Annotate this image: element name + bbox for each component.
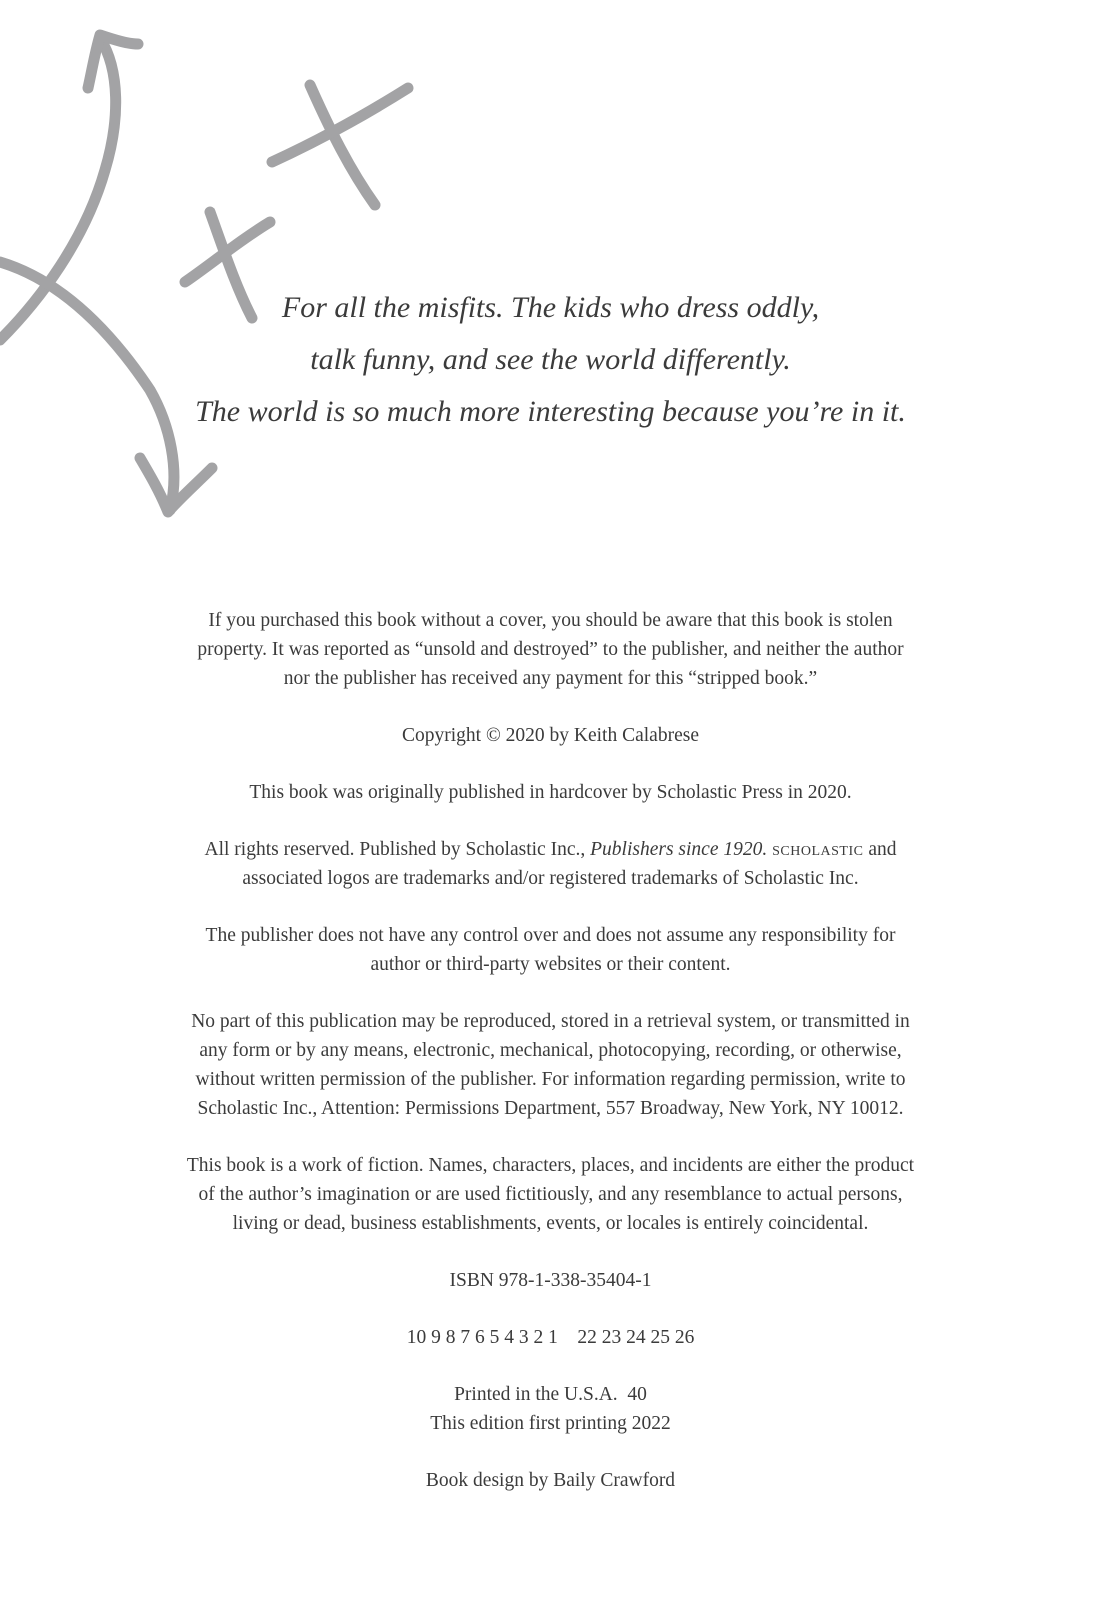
notice-line: author or third-party websites or their content. xyxy=(370,954,731,975)
notice-line: of the author’s imagination or are used fictitiously, and any resemblance to actual persons, xyxy=(198,1184,903,1205)
dedication xyxy=(160,282,941,438)
reproduction-notice xyxy=(100,1007,1001,1123)
copyright-line: Copyright © 2020 by Keith Calabrese xyxy=(402,725,699,746)
dedication-line: For all the misfits. The kids who dress oddly, xyxy=(281,291,820,324)
fiction-notice xyxy=(100,1151,1001,1238)
notice-line: nor the publisher has received any payment for this “stripped book.” xyxy=(283,668,818,689)
isbn: ISBN 978-1-338-35404-1 xyxy=(449,1270,652,1291)
rights-line-1 xyxy=(100,835,1001,864)
play-diagram-doodle xyxy=(0,0,1101,560)
publishers-since-text: Publishers since 1920. xyxy=(590,839,768,860)
printing-number-line: 10 9 8 7 6 5 4 3 2 1 22 23 24 25 26 xyxy=(406,1327,695,1348)
design-credit: Book design by Baily Crawford xyxy=(425,1470,676,1491)
websites-notice xyxy=(100,921,1001,979)
rights-line-2: associated logos are trademarks and/or registered trademarks of Scholastic Inc. xyxy=(242,868,859,889)
rights-text: and xyxy=(863,839,897,860)
rights-notice xyxy=(100,835,1001,893)
edition-line: This edition first printing 2022 xyxy=(430,1413,671,1434)
x-mark-large-stroke-1 xyxy=(310,85,375,205)
printed-in-line: Printed in the U.S.A. 40 xyxy=(454,1384,647,1405)
notice-line: The publisher does not have any control over and does not assume any responsibility for xyxy=(205,925,896,946)
notice-line: If you purchased this book without a cover, you should be aware that this book is stolen xyxy=(208,610,893,631)
notice-line: No part of this publication may be reproduced, stored in a retrieval system, or transmitted in xyxy=(191,1011,910,1032)
rights-text: All rights reserved. Published by Scholastic Inc., xyxy=(204,839,591,860)
dedication-line: The world is so much more interesting because you’re in it. xyxy=(195,395,906,428)
notice-line: This book is a work of fiction. Names, characters, places, and incidents are either the product xyxy=(186,1155,915,1176)
printing-info xyxy=(100,1380,1001,1438)
notice-line: property. It was reported as “unsold and destroyed” to the publisher, and neither the author xyxy=(197,639,904,660)
notice-line: living or dead, business establishments, events, or locales is entirely coincidental. xyxy=(232,1213,869,1234)
notice-line: any form or by any means, electronic, mechanical, photocopying, recording, or otherwise, xyxy=(199,1040,902,1061)
notice-line: without written permission of the publisher. For information regarding permission, write to xyxy=(195,1069,906,1090)
original-publication-line: This book was originally published in hardcover by Scholastic Press in 2020. xyxy=(249,782,852,803)
scholastic-trademark: scholastic xyxy=(772,839,864,860)
copyright-block xyxy=(100,606,1001,1523)
dedication-line: talk funny, and see the world differently. xyxy=(310,343,791,376)
stolen-book-notice xyxy=(100,606,1001,693)
notice-line: Scholastic Inc., Attention: Permissions Department, 557 Broadway, New York, NY 10012. xyxy=(197,1098,904,1119)
